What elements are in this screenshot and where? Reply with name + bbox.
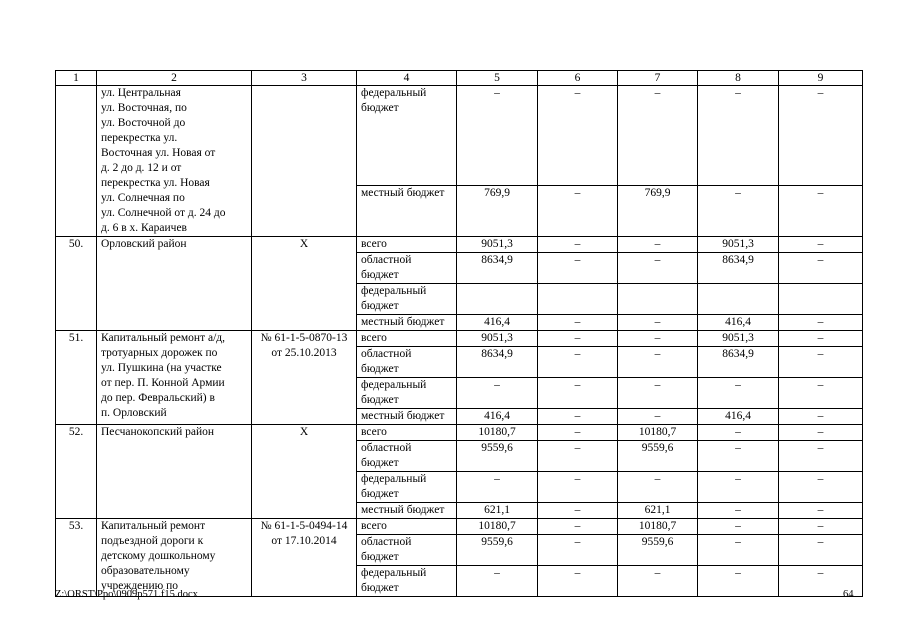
- text-line: № 61-1-5-0870-13: [260, 332, 348, 344]
- funding-source-cell: [357, 409, 457, 425]
- text-line: бюджет: [361, 394, 399, 406]
- budget-table: [55, 70, 863, 597]
- table-row: [56, 519, 863, 535]
- value-cell: –: [618, 315, 698, 331]
- funding-source-cell: [357, 519, 457, 535]
- value-cell: –: [779, 472, 863, 503]
- value-cell: [618, 284, 698, 315]
- value-cell: –: [698, 378, 779, 409]
- value-cell: –: [779, 535, 863, 566]
- text-line: федеральный: [361, 87, 427, 99]
- text-line: местный бюджет: [361, 410, 445, 422]
- value-cell: –: [618, 237, 698, 253]
- value-cell: –: [779, 503, 863, 519]
- object-name-cell: [97, 331, 252, 425]
- value-cell: –: [698, 566, 779, 597]
- value-cell: –: [698, 519, 779, 535]
- text-line: до пер. Февральский) в: [101, 392, 215, 404]
- text-line: образовательному: [101, 565, 190, 577]
- document-cell: [252, 425, 357, 519]
- table-row: [56, 86, 863, 186]
- value-cell: –: [538, 86, 618, 186]
- value-cell: –: [698, 441, 779, 472]
- value-cell: –: [618, 409, 698, 425]
- value-cell: [698, 284, 779, 315]
- value-cell: –: [779, 253, 863, 284]
- text-line: ул. Центральная: [101, 87, 181, 99]
- text-line: бюджет: [361, 363, 399, 375]
- page-number: 64: [843, 589, 854, 600]
- text-line: бюджет: [361, 551, 399, 563]
- value-cell: –: [538, 519, 618, 535]
- value-cell: [538, 284, 618, 315]
- value-cell: –: [779, 86, 863, 186]
- funding-source-cell: [357, 378, 457, 409]
- header-cell: 5: [457, 71, 538, 86]
- funding-source-cell: [357, 566, 457, 597]
- value-cell: 416,4: [457, 409, 538, 425]
- document-cell: [252, 519, 357, 597]
- text-line: № 61-1-5-0494-14: [260, 520, 348, 532]
- funding-source-cell: [357, 237, 457, 253]
- row-number-cell: 52.: [56, 425, 97, 519]
- value-cell: –: [538, 185, 618, 236]
- text-line: федеральный: [361, 567, 427, 579]
- value-cell: 769,9: [457, 185, 538, 236]
- value-cell: –: [538, 409, 618, 425]
- value-cell: 621,1: [618, 503, 698, 519]
- value-cell: –: [538, 472, 618, 503]
- text-line: Капитальный ремонт: [101, 520, 206, 532]
- value-cell: –: [618, 253, 698, 284]
- value-cell: 9051,3: [698, 331, 779, 347]
- text-line: бюджет: [361, 102, 399, 114]
- funding-source-cell: [357, 347, 457, 378]
- text-line: федеральный: [361, 379, 427, 391]
- value-cell: –: [457, 566, 538, 597]
- funding-source-cell: [357, 503, 457, 519]
- row-number-cell: 51.: [56, 331, 97, 425]
- object-name-cell: [97, 86, 252, 237]
- funding-source-cell: [357, 253, 457, 284]
- value-cell: 416,4: [457, 315, 538, 331]
- funding-source-cell: [357, 185, 457, 236]
- value-cell: 9051,3: [457, 237, 538, 253]
- value-cell: –: [457, 86, 538, 186]
- value-cell: –: [779, 237, 863, 253]
- row-number-cell: 50.: [56, 237, 97, 331]
- value-cell: –: [538, 315, 618, 331]
- text-line: д. 6 в х. Караичев: [101, 222, 187, 234]
- value-cell: –: [698, 425, 779, 441]
- value-cell: 10180,7: [618, 519, 698, 535]
- document-cell: [252, 86, 357, 237]
- document-cell: [252, 237, 357, 331]
- funding-source-cell: [357, 315, 457, 331]
- value-cell: –: [698, 503, 779, 519]
- object-name-cell: [97, 425, 252, 519]
- value-cell: 8634,9: [457, 253, 538, 284]
- text-line: бюджет: [361, 488, 399, 500]
- value-cell: –: [779, 566, 863, 597]
- text-line: Орловский район: [101, 238, 187, 250]
- text-line: ул. Солнечная по: [101, 192, 185, 204]
- value-cell: –: [779, 315, 863, 331]
- text-line: Восточная ул. Новая от: [101, 147, 216, 159]
- value-cell: 769,9: [618, 185, 698, 236]
- value-cell: [779, 284, 863, 315]
- value-cell: –: [457, 378, 538, 409]
- value-cell: 10180,7: [618, 425, 698, 441]
- value-cell: 10180,7: [457, 425, 538, 441]
- text-line: п. Орловский: [101, 407, 167, 419]
- funding-source-cell: [357, 535, 457, 566]
- text-line: ул. Пушкина (на участке: [101, 362, 222, 374]
- text-line: д. 2 до д. 12 и от: [101, 162, 182, 174]
- value-cell: –: [538, 331, 618, 347]
- text-line: всего: [361, 332, 387, 344]
- file-path: Z:\ORST\Ppo\0909p571.f15.docx: [55, 589, 198, 600]
- row-number-cell: [56, 86, 97, 237]
- text-line: ул. Восточная, по: [101, 102, 187, 114]
- value-cell: –: [698, 472, 779, 503]
- value-cell: –: [779, 441, 863, 472]
- table-row: [56, 237, 863, 253]
- value-cell: 9559,6: [618, 441, 698, 472]
- value-cell: –: [779, 331, 863, 347]
- value-cell: –: [618, 86, 698, 186]
- value-cell: –: [698, 185, 779, 236]
- text-line: перекрестка ул. Новая: [101, 177, 210, 189]
- text-line: учреждению по: [101, 580, 178, 592]
- header-cell: 1: [56, 71, 97, 86]
- value-cell: –: [779, 519, 863, 535]
- text-line: областной: [361, 254, 412, 266]
- text-line: от пер. П. Конной Армии: [101, 377, 225, 389]
- value-cell: –: [538, 425, 618, 441]
- text-line: от 25.10.2013: [271, 347, 337, 359]
- object-name-cell: [97, 519, 252, 597]
- text-line: X: [299, 238, 309, 250]
- text-line: бюджет: [361, 269, 399, 281]
- value-cell: 416,4: [698, 409, 779, 425]
- funding-source-cell: [357, 331, 457, 347]
- text-line: бюджет: [361, 582, 399, 594]
- value-cell: –: [779, 347, 863, 378]
- value-cell: 8634,9: [698, 347, 779, 378]
- text-line: ул. Восточной до: [101, 117, 186, 129]
- header-row: [56, 71, 863, 86]
- funding-source-cell: [357, 441, 457, 472]
- table-row: [56, 425, 863, 441]
- value-cell: 9559,6: [618, 535, 698, 566]
- text-line: областной: [361, 348, 412, 360]
- text-line: всего: [361, 426, 387, 438]
- funding-source-cell: [357, 472, 457, 503]
- value-cell: –: [538, 535, 618, 566]
- object-name-cell: [97, 237, 252, 331]
- value-cell: –: [538, 503, 618, 519]
- value-cell: –: [779, 185, 863, 236]
- text-line: Капитальный ремонт а/д,: [101, 332, 226, 344]
- value-cell: –: [618, 566, 698, 597]
- value-cell: –: [698, 86, 779, 186]
- value-cell: 9051,3: [457, 331, 538, 347]
- value-cell: 9559,6: [457, 441, 538, 472]
- value-cell: 10180,7: [457, 519, 538, 535]
- value-cell: –: [618, 347, 698, 378]
- text-line: местный бюджет: [361, 316, 445, 328]
- text-line: федеральный: [361, 473, 427, 485]
- header-cell: 8: [698, 71, 779, 86]
- value-cell: 8634,9: [457, 347, 538, 378]
- funding-source-cell: [357, 425, 457, 441]
- text-line: федеральный: [361, 285, 427, 297]
- funding-source-cell: [357, 86, 457, 186]
- text-line: местный бюджет: [361, 504, 445, 516]
- text-line: бюджет: [361, 300, 399, 312]
- text-line: детскому дошкольному: [101, 550, 216, 562]
- text-line: тротуарных дорожек по: [101, 347, 218, 359]
- value-cell: –: [538, 347, 618, 378]
- value-cell: 621,1: [457, 503, 538, 519]
- table-row: [56, 331, 863, 347]
- value-cell: 8634,9: [698, 253, 779, 284]
- text-line: всего: [361, 520, 387, 532]
- value-cell: –: [618, 378, 698, 409]
- value-cell: –: [779, 409, 863, 425]
- value-cell: –: [538, 237, 618, 253]
- value-cell: –: [538, 441, 618, 472]
- value-cell: 9051,3: [698, 237, 779, 253]
- text-line: бюджет: [361, 457, 399, 469]
- header-cell: 4: [357, 71, 457, 86]
- value-cell: [457, 284, 538, 315]
- text-line: областной: [361, 442, 412, 454]
- text-line: подъездной дороги к: [101, 535, 204, 547]
- value-cell: –: [779, 378, 863, 409]
- row-number-cell: 53.: [56, 519, 97, 597]
- value-cell: –: [538, 378, 618, 409]
- text-line: X: [299, 426, 309, 438]
- text-line: местный бюджет: [361, 186, 445, 199]
- text-line: Песчанокопский район: [101, 426, 215, 438]
- header-cell: 3: [252, 71, 357, 86]
- text-line: областной: [361, 536, 412, 548]
- header-cell: 9: [779, 71, 863, 86]
- funding-source-cell: [357, 284, 457, 315]
- value-cell: –: [698, 535, 779, 566]
- value-cell: –: [457, 472, 538, 503]
- document-cell: [252, 331, 357, 425]
- value-cell: 416,4: [698, 315, 779, 331]
- text-line: всего: [361, 238, 387, 250]
- header-cell: 2: [97, 71, 252, 86]
- text-line: перекрестка ул.: [101, 132, 178, 144]
- value-cell: –: [538, 253, 618, 284]
- text-line: ул. Солнечной от д. 24 до: [101, 207, 226, 219]
- header-cell: 6: [538, 71, 618, 86]
- value-cell: –: [618, 472, 698, 503]
- value-cell: –: [538, 566, 618, 597]
- value-cell: –: [779, 425, 863, 441]
- header-cell: 7: [618, 71, 698, 86]
- text-line: от 17.10.2014: [271, 535, 337, 547]
- value-cell: –: [618, 331, 698, 347]
- value-cell: 9559,6: [457, 535, 538, 566]
